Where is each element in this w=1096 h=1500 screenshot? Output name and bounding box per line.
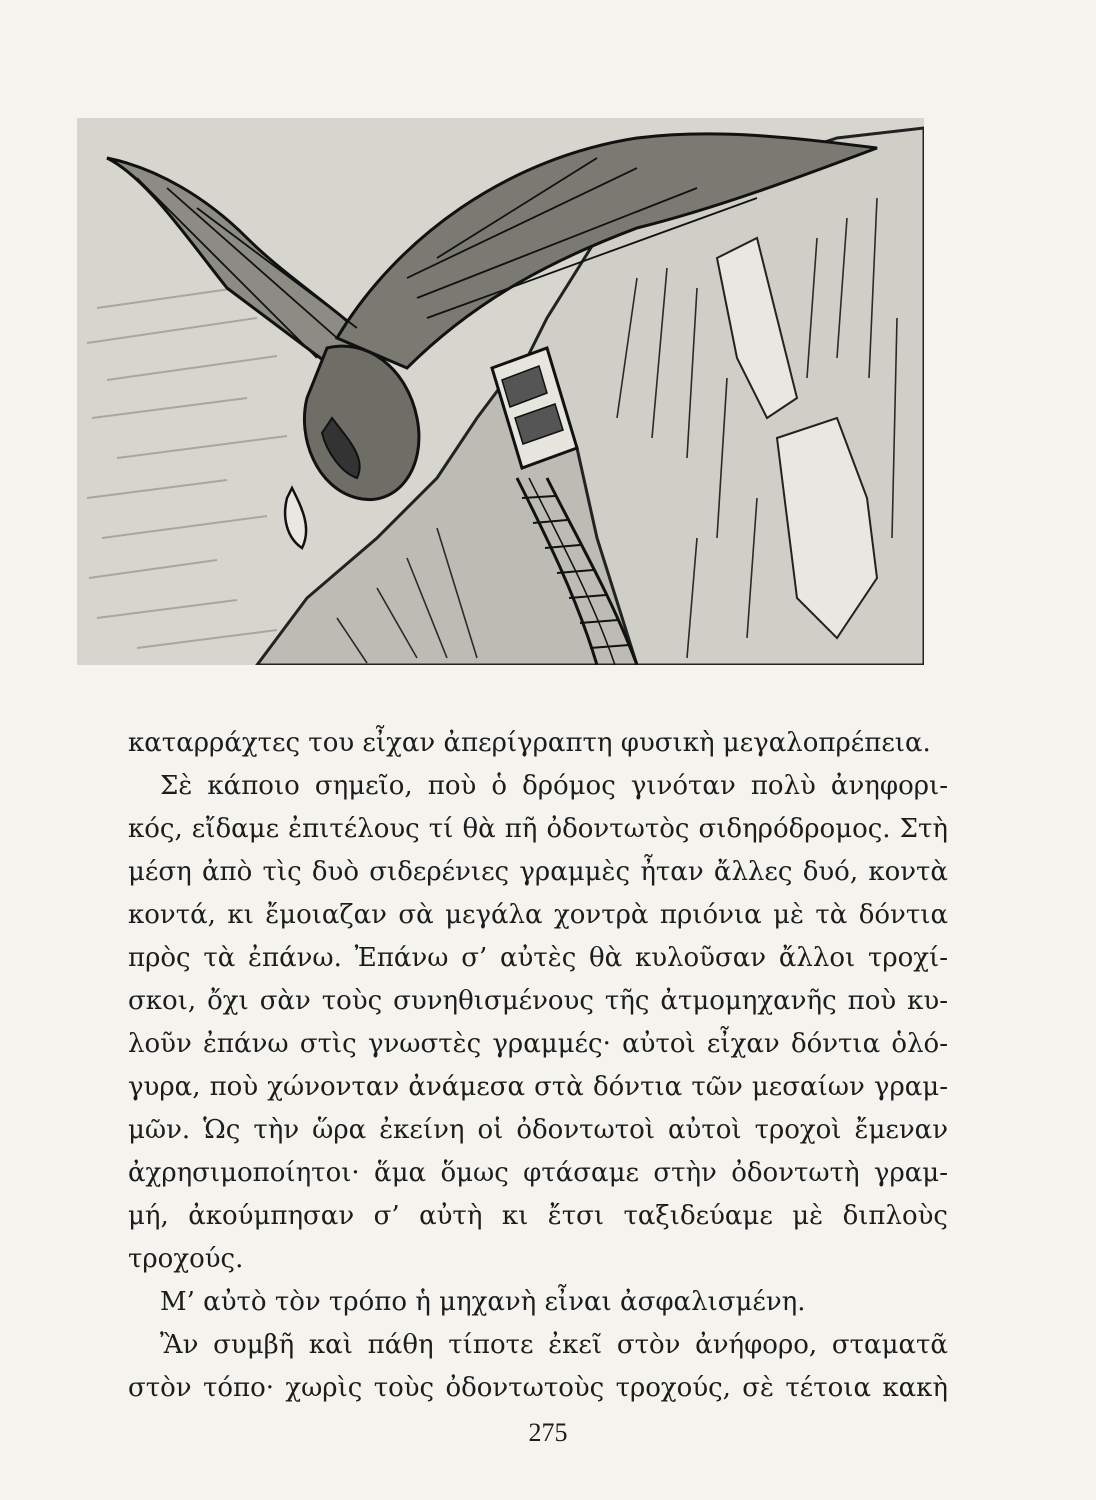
page-number: 275 [528, 1418, 568, 1447]
text-line: Ἂν συμβῆ καὶ πάθη τίποτε ἐκεῖ στὸν ἀνήφορο, σταματᾶ [160, 1330, 948, 1360]
text-line: πρὸς τὰ ἐπάνω. Ἐπάνω σ’ αὐτὲς θὰ κυλοῦσαν ἄλλοι τροχί- [128, 943, 948, 973]
text-line: μή, ἀκούμπησαν σ’ αὐτὴ κι ἔτσι ταξιδεύαμε μὲ διπλοὺς [128, 1201, 948, 1231]
text-line: γυρα, ποὺ χώνονταν ἀνάμεσα στὰ δόντια τῶν μεσαίων γραμ- [128, 1072, 948, 1102]
text-line: μῶν. Ὡς τὴν ὥρα ἐκείνη οἱ ὀδοντωτοὶ αὐτοὶ τροχοὶ ἔμεναν [128, 1115, 948, 1145]
text-line: κός, εἴδαμε ἐπιτέλους τί θὰ πῆ ὀδοντωτὸς σιδηρόδρομος. Στὴ [128, 814, 948, 844]
text-line: μέση ἀπὸ τὶς δυὸ σιδερένιες γραμμὲς ἦταν ἄλλες δυό, κοντὰ [128, 857, 948, 887]
text-line: καταρράχτες του εἶχαν ἀπερίγραπτη φυσικὴ μεγαλοπρέπεια. [128, 728, 931, 758]
illustration-eagle-over-rack-railway [77, 118, 924, 665]
text-line: ἀχρησιμοποίητοι· ἅμα ὅμως φτάσαμε στὴν ὀδοντωτὴ γραμ- [128, 1158, 948, 1188]
illustration-drawing [77, 118, 924, 665]
body-text [128, 722, 948, 1410]
text-line: Μ’ αὐτὸ τὸν τρόπο ἡ μηχανὴ εἶναι ἀσφαλισμένη. [160, 1287, 806, 1317]
text-line: κοντά, κι ἔμοιαζαν σὰ μεγάλα χοντρὰ πριόνια μὲ τὰ δόντια [128, 900, 948, 930]
text-line: σκοι, ὄχι σὰν τοὺς συνηθισμένους τῆς ἀτμομηχανῆς ποὺ κυ- [128, 986, 948, 1016]
text-line: στὸν τόπο· χωρὶς τοὺς ὀδοντωτοὺς τροχούς, σὲ τέτοια κακὴ [128, 1373, 948, 1403]
text-line: λοῦν ἐπάνω στὶς γνωστὲς γραμμές· αὐτοὶ εἶχαν δόντια ὁλό- [128, 1029, 948, 1059]
text-line: τροχούς. [128, 1244, 244, 1274]
text-line: Σὲ κάποιο σημεῖο, ποὺ ὁ δρόμος γινόταν πολὺ ἀνηφορι- [160, 771, 948, 801]
